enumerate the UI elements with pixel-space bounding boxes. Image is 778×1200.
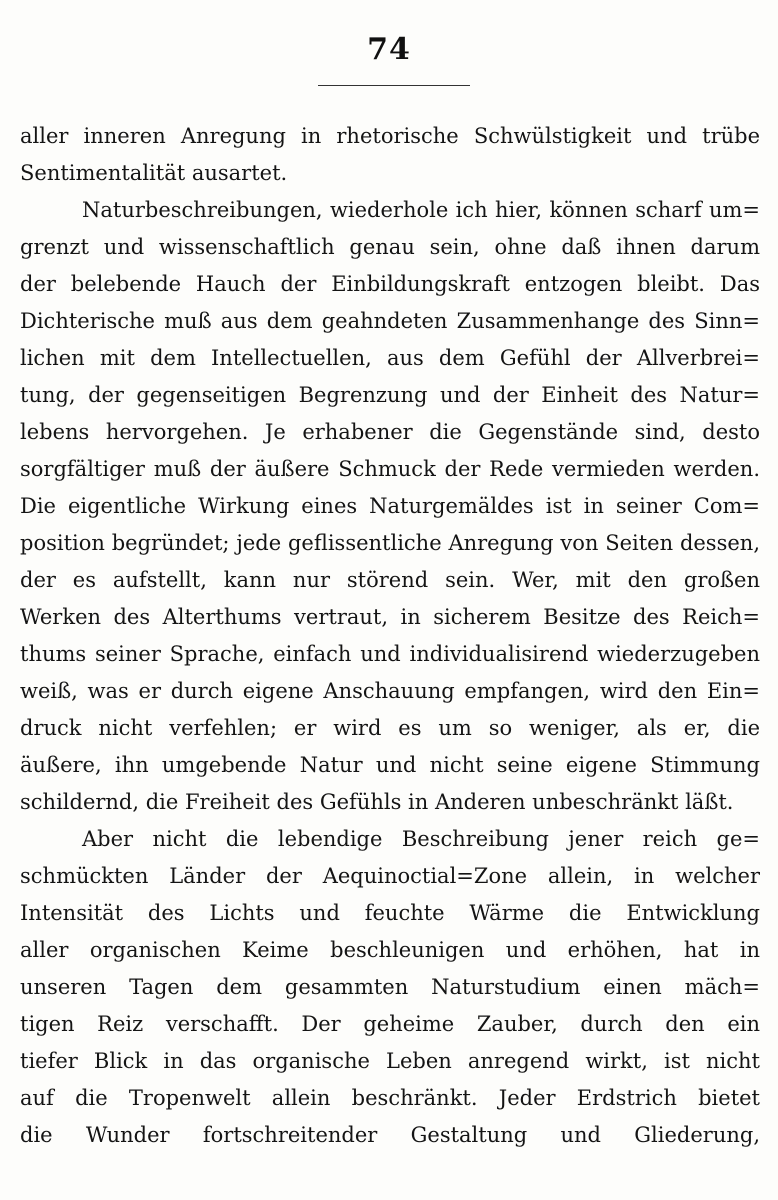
text-line: der belebende Hauch der Einbildungskraft entzogen bleibt. Das <box>20 272 760 296</box>
text-line: druck nicht verfehlen; er wird es um so weniger, als er, die <box>20 716 760 740</box>
text-line: Sentimentalität ausartet. <box>20 161 288 185</box>
text-line: Intensität des Lichts und feuchte Wärme die Entwicklung <box>20 901 760 925</box>
text-line: Naturbeschreibungen, wiederhole ich hier, können scharf um= <box>82 198 760 222</box>
text-line: aller inneren Anregung in rhetorische Schwülstigkeit und trübe <box>20 124 760 148</box>
text-line: Dichterische muß aus dem geahndeten Zusammenhange des Sinn= <box>20 309 760 333</box>
text-line: der es aufstellt, kann nur störend sein. Wer, mit den großen <box>20 568 760 592</box>
text-line: auf die Tropenwelt allein beschränkt. Jeder Erdstrich bietet <box>20 1086 760 1110</box>
page-number: 74 <box>367 32 411 67</box>
text-line: grenzt und wissenschaftlich genau sein, ohne daß ihnen darum <box>20 235 760 259</box>
body-text <box>20 118 760 1154</box>
text-line: lebens hervorgehen. Je erhabener die Gegenstände sind, desto <box>20 420 760 444</box>
text-line: Werken des Alterthums vertraut, in sicherem Besitze des Reich= <box>20 605 760 629</box>
text-line: äußere, ihn umgebende Natur und nicht seine eigene Stimmung <box>20 753 760 777</box>
text-line: position begründet; jede geflissentliche Anregung von Seiten dessen, <box>20 531 760 555</box>
text-line: Die eigentliche Wirkung eines Naturgemäldes ist in seiner Com= <box>20 494 760 518</box>
text-line: lichen mit dem Intellectuellen, aus dem Gefühl der Allverbrei= <box>20 346 760 370</box>
text-line: die Wunder fortschreitender Gestaltung und Gliederung, <box>20 1123 760 1147</box>
text-line: tigen Reiz verschafft. Der geheime Zauber, durch den ein <box>20 1012 760 1036</box>
header-rule <box>318 85 470 86</box>
text-line: thums seiner Sprache, einfach und individualisirend wiederzugeben <box>20 642 760 666</box>
text-line: schmückten Länder der Aequinoctial=Zone allein, in welcher <box>20 864 760 888</box>
text-line: Aber nicht die lebendige Beschreibung jener reich ge= <box>82 827 760 851</box>
text-line: weiß, was er durch eigene Anschauung empfangen, wird den Ein= <box>20 679 760 703</box>
text-line: unseren Tagen dem gesammten Naturstudium einen mäch= <box>20 975 760 999</box>
text-line: schildernd, die Freiheit des Gefühls in Anderen unbeschränkt läßt. <box>20 790 734 814</box>
text-line: tiefer Blick in das organische Leben anregend wirkt, ist nicht <box>20 1049 760 1073</box>
text-line: tung, der gegenseitigen Begrenzung und der Einheit des Natur= <box>20 383 760 407</box>
text-line: aller organischen Keime beschleunigen und erhöhen, hat in <box>20 938 760 962</box>
text-line: sorgfältiger muß der äußere Schmuck der Rede vermieden werden. <box>20 457 760 481</box>
